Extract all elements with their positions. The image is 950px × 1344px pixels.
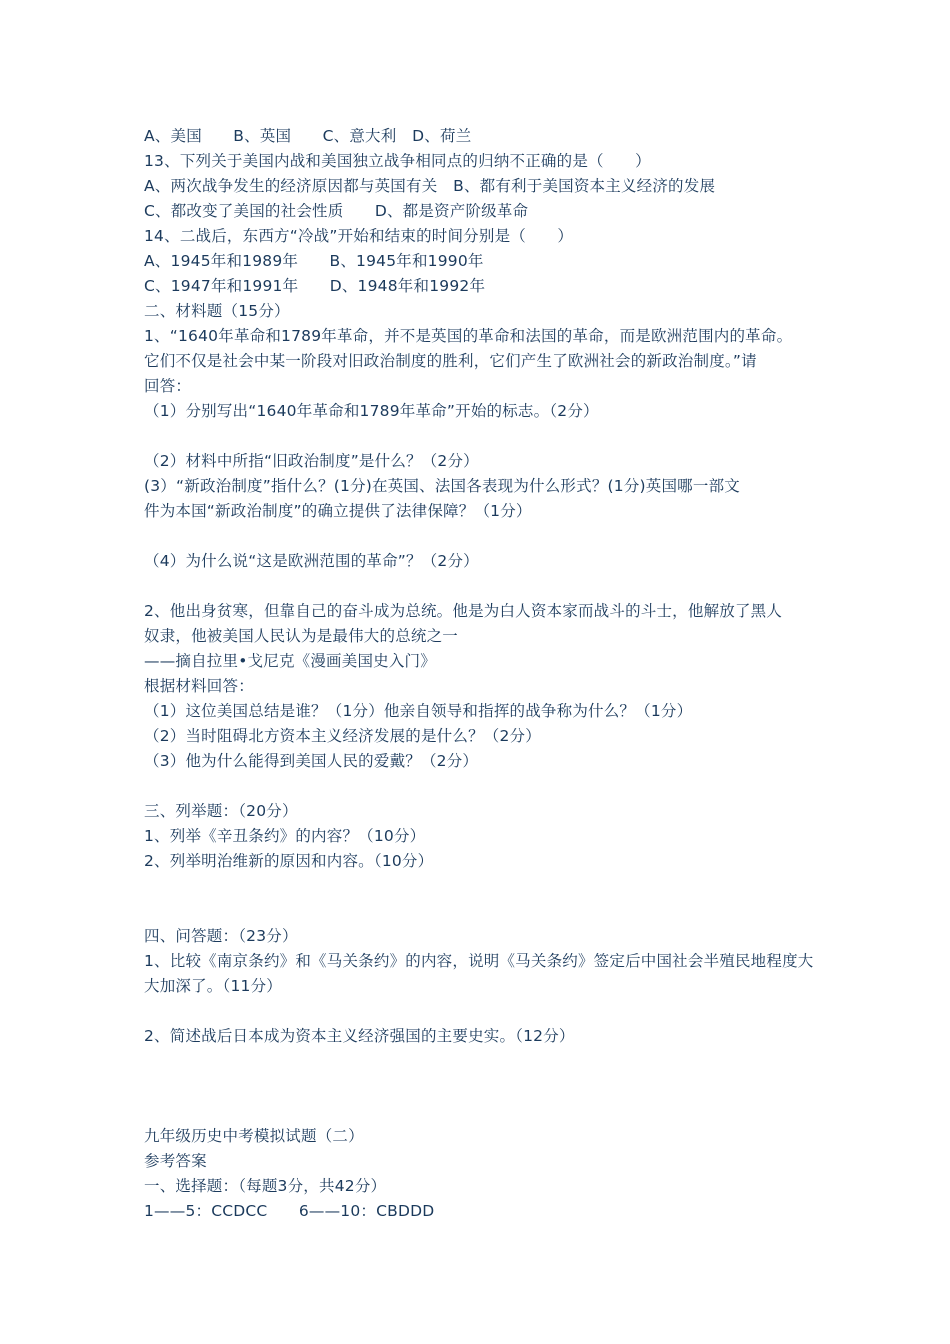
material-1-line-3: 回答： xyxy=(144,377,192,395)
section-3-heading: 三、列举题：（20分） xyxy=(144,802,298,820)
material-2-line-2: 奴隶，他被美国人民认为是最伟大的总统之一 xyxy=(144,627,459,645)
material-1-q3-line-1: (3）“新政治制度”指什么？(1分)在英国、法国各表现为什么形式？(1分)英国哪一部文 xyxy=(144,477,740,495)
material-1-q4: （4）为什么说“这是欧洲范围的革命”？（2分） xyxy=(144,552,479,570)
material-1-line-1: 1、“1640年革命和1789年革命，并不是英国的革命和法国的革命，而是欧洲范围内的革命。 xyxy=(144,327,793,345)
answer-section-1-heading: 一、选择题：（每题3分，共42分） xyxy=(144,1177,387,1195)
material-1-q1: （1）分别写出“1640年革命和1789年革命”开始的标志。（2分） xyxy=(144,402,599,420)
answer-key-title: 九年级历史中考模拟试题（二） xyxy=(144,1127,364,1145)
q13-options-ab: A、两次战争发生的经济原因都与英国有关 B、都有利于美国资本主义经济的发展 xyxy=(144,177,716,195)
material-1-q2: （2）材料中所指“旧政治制度”是什么？（2分） xyxy=(144,452,479,470)
section-2-heading: 二、材料题（15分） xyxy=(144,302,290,320)
q14-question: 14、二战后，东西方“冷战”开始和结束的时间分别是（ ） xyxy=(144,227,574,245)
section-3-q2: 2、列举明治维新的原因和内容。（10分） xyxy=(144,852,434,870)
material-2-prompt: 根据材料回答： xyxy=(144,677,254,695)
q14-options-ab: A、1945年和1989年 B、1945年和1990年 xyxy=(144,252,484,270)
section-4-q2: 2、简述战后日本成为资本主义经济强国的主要史实。（12分） xyxy=(144,1027,575,1045)
material-2-q3: （3）他为什么能得到美国人民的爱戴？（2分） xyxy=(144,752,479,770)
material-2-q2: （2）当时阻碍北方资本主义经济发展的是什么？（2分） xyxy=(144,727,541,745)
section-4-q1-line-1: 1、比较《南京条约》和《马关条约》的内容，说明《马关条约》签定后中国社会半殖民地程度大 xyxy=(144,952,814,970)
section-4-heading: 四、问答题：（23分） xyxy=(144,927,298,945)
material-2-line-1: 2、他出身贫寒，但靠自己的奋斗成为总统。他是为白人资本家而战斗的斗士，他解放了黑人 xyxy=(144,602,783,620)
q13-options-cd: C、都改变了美国的社会性质 D、都是资产阶级革命 xyxy=(144,202,529,220)
material-1-q3-line-2: 件为本国“新政治制度”的确立提供了法律保障？（1分） xyxy=(144,502,532,520)
q12-options: A、美国 B、英国 C、意大利 D、荷兰 xyxy=(144,127,472,145)
answer-key-subtitle: 参考答案 xyxy=(144,1152,207,1170)
section-3-q1: 1、列举《辛丑条约》的内容？（10分） xyxy=(144,827,426,845)
q13-question: 13、下列关于美国内战和美国独立战争相同点的归纳不正确的是（ ） xyxy=(144,152,651,170)
answer-section-1-answers: 1——5：CCDCC 6——10：CBDDD xyxy=(144,1202,435,1220)
q14-options-cd: C、1947年和1991年 D、1948年和1992年 xyxy=(144,277,486,295)
material-2-q1: （1）这位美国总结是谁？（1分）他亲自领导和指挥的战争称为什么？（1分） xyxy=(144,702,693,720)
material-2-source: ——摘自拉里•戈尼克《漫画美国史入门》 xyxy=(144,652,436,670)
section-4-q1-line-2: 大加深了。（11分） xyxy=(144,977,282,995)
material-1-line-2: 它们不仅是社会中某一阶段对旧政治制度的胜利，它们产生了欧洲社会的新政治制度。”请 xyxy=(144,352,757,370)
